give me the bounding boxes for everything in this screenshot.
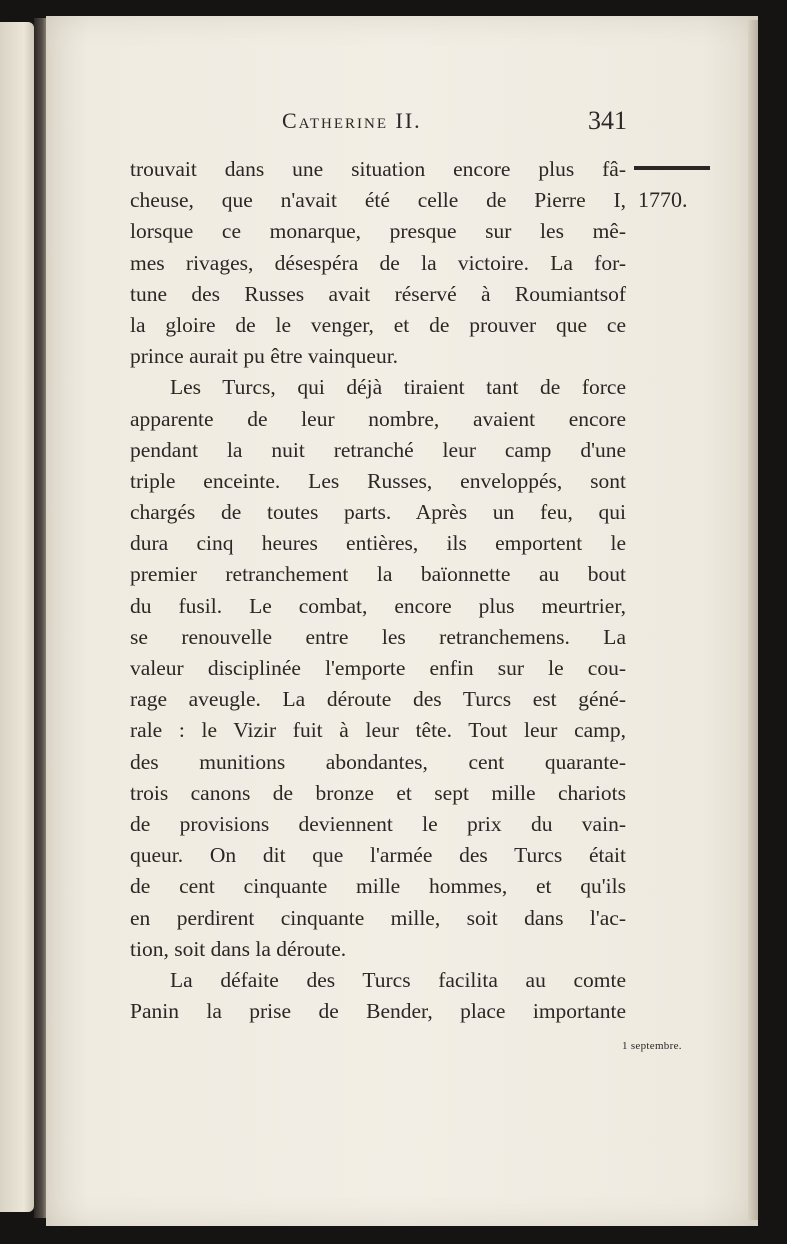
- text-line: Les Turcs, qui déjà tiraient tant de force: [170, 375, 626, 400]
- body-text: [130, 154, 626, 1027]
- margin-rule: [634, 166, 710, 170]
- text-line: mes rivages, désespéra de la victoire. La for-: [130, 250, 626, 275]
- text-line: trouvait dans une situation encore plus fâ-: [130, 157, 626, 181]
- text-line: rage aveugle. La déroute des Turcs est géné-: [130, 687, 626, 712]
- text-line: Panin la prise de Bender, place importante: [130, 999, 626, 1024]
- text-line: la gloire de le venger, et de prouver que ce: [130, 312, 626, 337]
- text-line: de provisions deviennent le prix du vain-: [130, 811, 626, 836]
- text-line: La défaite des Turcs facilita au comte: [170, 967, 626, 992]
- text-line: triple enceinte. Les Russes, enveloppés, sont: [130, 468, 626, 493]
- text-line: premier retranchement la baïonnette au bout: [130, 562, 626, 587]
- running-title: Catherine II.: [282, 108, 422, 133]
- margin-note-date: 1 septembre.: [622, 1040, 682, 1052]
- text-line: prince aurait pu être vainqueur.: [130, 344, 399, 369]
- facing-page-edge: [0, 22, 34, 1212]
- text-line: se renouvelle entre les retranchemens. La: [130, 624, 626, 649]
- text-line: queur. On dit que l'armée des Turcs était: [130, 843, 626, 868]
- text-line: lorsque ce monarque, presque sur les mê-: [130, 219, 626, 244]
- text-line: chargés de toutes parts. Après un feu, qui: [130, 500, 626, 525]
- text-line: valeur disciplinée l'emporte enfin sur le cou-: [130, 656, 626, 680]
- text-line: cheuse, que n'avait été celle de Pierre I,: [130, 188, 626, 213]
- text-line: du fusil. Le combat, encore plus meurtrier,: [130, 593, 626, 618]
- text-line: pendant la nuit retranché leur camp d'une: [130, 437, 626, 462]
- text-line: des munitions abondantes, cent quarante-: [130, 749, 626, 774]
- text-line: de cent cinquante mille hommes, et qu'ils: [130, 874, 626, 899]
- text-line: tion, soit dans la déroute.: [130, 936, 347, 961]
- text-line: en perdirent cinquante mille, soit dans l'ac-: [130, 905, 626, 930]
- text-line: tune des Russes avait réservé à Roumiantsof: [130, 281, 626, 306]
- text-line: dura cinq heures entières, ils emportent le: [130, 531, 626, 556]
- text-line: apparente de leur nombre, avaient encore: [130, 406, 626, 431]
- text-line: rale : le Vizir fuit à leur tête. Tout leur camp,: [130, 718, 626, 743]
- page-number: 341: [588, 106, 627, 135]
- margin-note-year: 1770.: [638, 187, 688, 212]
- page-fore-edge: [748, 20, 758, 1220]
- text-line: trois canons de bronze et sept mille chariots: [130, 780, 626, 805]
